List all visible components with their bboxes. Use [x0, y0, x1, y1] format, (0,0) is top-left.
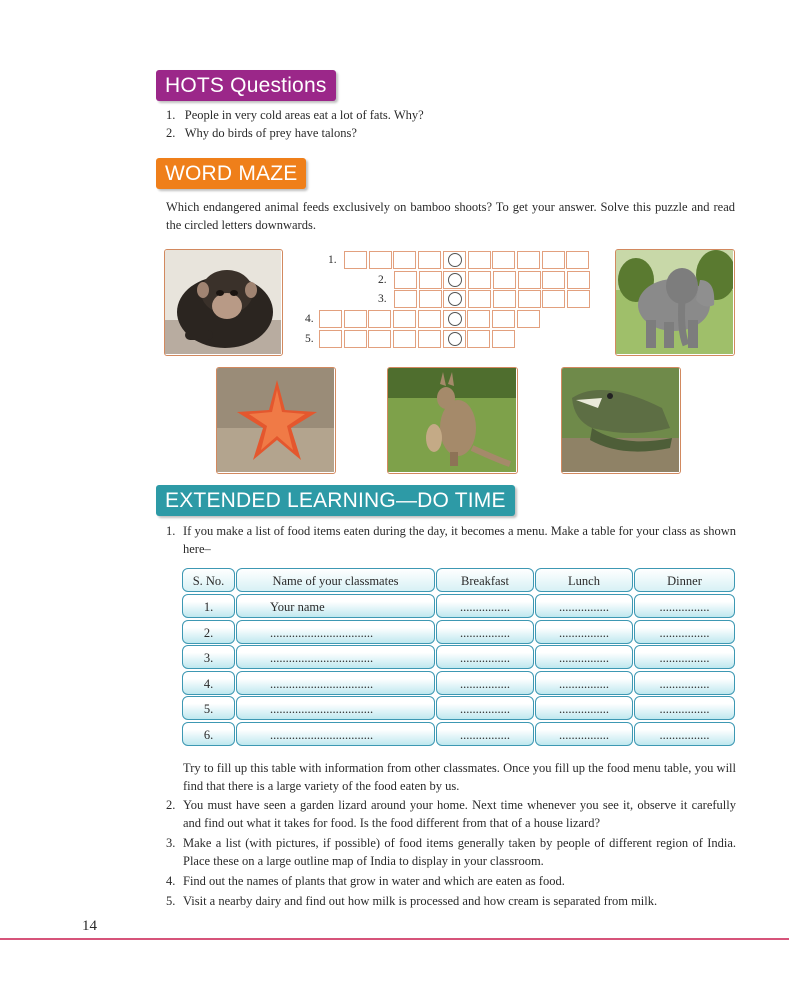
crossword-cell[interactable]: [542, 290, 565, 308]
hots-question-2: 2. Why do birds of prey have talons?: [166, 126, 357, 140]
crossword-cell[interactable]: [467, 330, 490, 348]
sno-cell: 4.: [182, 671, 235, 695]
crossword-cell[interactable]: [518, 271, 541, 289]
crossword-cell[interactable]: [419, 290, 442, 308]
lunch-cell: ................: [535, 671, 633, 695]
breakfast-cell: ................: [436, 722, 534, 746]
extended-item-1: 1. If you make a list of food items eaten during the day, it becomes a menu. Make a table for your class as shown here–: [166, 524, 736, 556]
lunch-cell: ................: [535, 645, 633, 669]
breakfast-cell: ................: [436, 696, 534, 720]
breakfast-cell: ................: [436, 671, 534, 695]
hots-heading: HOTS Questions: [156, 70, 336, 101]
breakfast-cell: ................: [436, 645, 534, 669]
crossword-cell[interactable]: [517, 251, 540, 269]
footer-rule: [0, 938, 789, 940]
word-maze-heading: WORD MAZE: [156, 158, 306, 189]
extended-item-2: 2. You must have seen a garden lizard around your home. Next time whenever you see it, observe it carefully and find out what it takes for food. Is the food different from that of a house lizard?: [166, 798, 736, 830]
sno-cell: 5.: [182, 696, 235, 720]
crossword-cell[interactable]: [518, 290, 541, 308]
name-cell: .................................: [236, 722, 435, 746]
page-number: 14: [82, 918, 97, 934]
extended-learning-heading: EXTENDED LEARNING—DO TIME: [156, 485, 515, 516]
crossword-cell[interactable]: [393, 251, 416, 269]
name-cell: .................................: [236, 671, 435, 695]
dinner-cell: ................: [634, 722, 735, 746]
extended-item-5: 5. Visit a nearby dairy and find out how milk is processed and how cream is separated from milk.: [166, 894, 658, 908]
sno-cell: 3.: [182, 645, 235, 669]
name-cell: .................................: [236, 645, 435, 669]
crossword-cell[interactable]: [368, 330, 391, 348]
row-label-5: 5.: [305, 333, 314, 345]
crossword-cell[interactable]: [319, 310, 342, 328]
crossword-cell[interactable]: [394, 271, 417, 289]
crocodile-photo: [561, 367, 681, 474]
crossword-circled-cell[interactable]: [448, 253, 462, 267]
kangaroo-photo: [387, 367, 518, 474]
col-header-breakfast: Breakfast: [436, 568, 534, 592]
dinner-cell: ................: [634, 620, 735, 644]
sno-cell: 1.: [182, 594, 235, 618]
crossword-cell[interactable]: [566, 251, 589, 269]
crossword-cell[interactable]: [393, 310, 416, 328]
crossword-cell[interactable]: [492, 330, 515, 348]
elephant-photo: [615, 249, 735, 356]
dinner-cell: ................: [634, 696, 735, 720]
crossword-cell[interactable]: [467, 310, 490, 328]
chimpanzee-photo: [164, 249, 283, 356]
col-header-lunch: Lunch: [535, 568, 633, 592]
crossword-cell[interactable]: [517, 310, 540, 328]
crossword-cell[interactable]: [344, 310, 367, 328]
col-header-dinner: Dinner: [634, 568, 735, 592]
starfish-photo: [216, 367, 336, 474]
name-cell: .................................: [236, 620, 435, 644]
crossword-cell[interactable]: [493, 290, 516, 308]
crossword-cell[interactable]: [418, 251, 441, 269]
breakfast-cell: ................: [436, 620, 534, 644]
crossword-circled-cell[interactable]: [448, 312, 462, 326]
dinner-cell: ................: [634, 594, 735, 618]
extended-item-4: 4. Find out the names of plants that grow in water and which are eaten as food.: [166, 874, 565, 888]
dinner-cell: ................: [634, 645, 735, 669]
crossword-cell[interactable]: [492, 310, 515, 328]
crossword-cell[interactable]: [419, 271, 442, 289]
name-cell: Your name: [236, 594, 435, 618]
col-header-name: Name of your classmates: [236, 568, 435, 592]
crossword-cell[interactable]: [418, 310, 441, 328]
row-label-4: 4.: [305, 313, 314, 325]
crossword-cell[interactable]: [567, 271, 590, 289]
crossword-circled-cell[interactable]: [448, 332, 462, 346]
hots-question-1: 1. People in very cold areas eat a lot of fats. Why?: [166, 108, 424, 122]
row-label-2: 2.: [378, 274, 387, 286]
lunch-cell: ................: [535, 722, 633, 746]
row-label-3: 3.: [378, 293, 387, 305]
crossword-cell[interactable]: [468, 271, 491, 289]
lunch-cell: ................: [535, 620, 633, 644]
sno-cell: 2.: [182, 620, 235, 644]
breakfast-cell: ................: [436, 594, 534, 618]
crossword-cell[interactable]: [368, 310, 391, 328]
crossword-cell[interactable]: [344, 330, 367, 348]
crossword-cell[interactable]: [393, 330, 416, 348]
crossword-cell[interactable]: [567, 290, 590, 308]
after-table-text: Try to fill up this table with information from other classmates. Once you fill up the food menu table, you will find that there is a large variety of the food eaten by us.: [183, 761, 736, 793]
crossword-cell[interactable]: [394, 290, 417, 308]
crossword-cell[interactable]: [468, 290, 491, 308]
crossword-cell[interactable]: [493, 271, 516, 289]
crossword-cell[interactable]: [344, 251, 367, 269]
crossword-cell[interactable]: [418, 330, 441, 348]
crossword-circled-cell[interactable]: [448, 292, 462, 306]
word-maze-intro: Which endangered animal feeds exclusively on bamboo shoots? To get your answer. Solve this puzzle and read the circled letters downwards.: [166, 200, 735, 232]
crossword-cell[interactable]: [468, 251, 491, 269]
extended-item-3: 3. Make a list (with pictures, if possible) of food items generally taken by people of different region of India. Place these on a large outline map of India to display in your classroom.: [166, 836, 736, 868]
crossword-cell[interactable]: [319, 330, 342, 348]
crossword-cell[interactable]: [542, 271, 565, 289]
name-cell: .................................: [236, 696, 435, 720]
crossword-circled-cell[interactable]: [448, 273, 462, 287]
lunch-cell: ................: [535, 696, 633, 720]
row-label-1: 1.: [328, 254, 337, 266]
lunch-cell: ................: [535, 594, 633, 618]
crossword-cell[interactable]: [369, 251, 392, 269]
crossword-cell[interactable]: [542, 251, 565, 269]
sno-cell: 6.: [182, 722, 235, 746]
col-header-sno: S. No.: [182, 568, 235, 592]
crossword-cell[interactable]: [492, 251, 515, 269]
dinner-cell: ................: [634, 671, 735, 695]
